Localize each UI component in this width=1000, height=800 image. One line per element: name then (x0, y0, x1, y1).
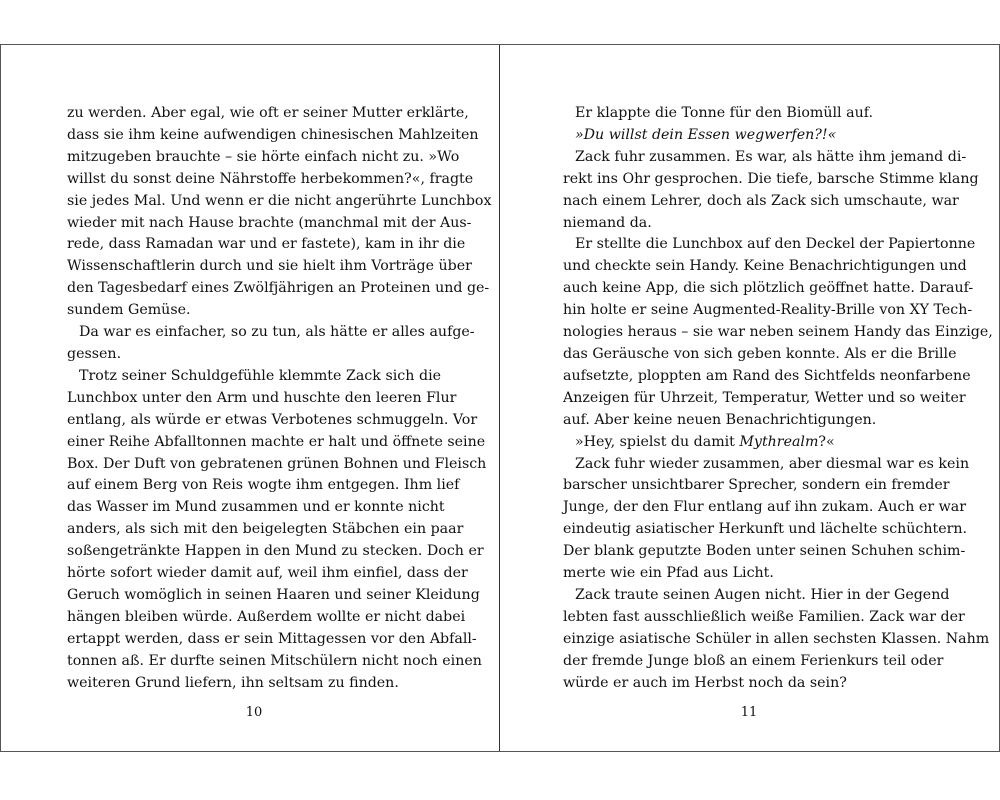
left-page (1, 45, 500, 751)
text-line: nach einem Lehrer, doch als Zack sich umschaute, war (563, 192, 959, 209)
text-line: der fremde Junge bloß an einem Ferienkurs teil oder (563, 652, 944, 669)
book-spread (0, 44, 1000, 752)
text-line: Da war es einfacher, so zu tun, als hätte er alles aufge- (79, 324, 475, 341)
text-line: Zack fuhr zusammen. Es war, als hätte ihm jemand di- (575, 148, 967, 165)
text-line: Box. Der Duft von gebratenen grünen Bohnen und Fleisch (67, 455, 487, 472)
text-line: einer Reihe Abfalltonnen machte er halt und öffnete seine (67, 433, 486, 450)
text-line: entlang, als würde er etwas Verbotenes schmuggeln. Vor (67, 411, 478, 428)
text-line: rede, dass Ramadan war und er fastete), kam in ihr die (67, 236, 466, 253)
text-line: barscher unsichtbarer Sprecher, sondern ein fremder (563, 477, 950, 494)
text-line: niemand da. (563, 214, 652, 231)
text-line: hin holte er seine Augmented-Reality-Brille von XY Tech- (563, 302, 973, 319)
text-line: nologies heraus – sie war neben seinem Handy das Einzige, (563, 324, 993, 341)
text-line: und checkte sein Handy. Keine Benachrichtigungen und (563, 258, 967, 275)
text-line: Lunchbox unter den Arm und huschte den leeren Flur (67, 389, 457, 406)
text-line: Anzeigen für Uhrzeit, Temperatur, Wetter und so weiter (563, 389, 966, 406)
text-line: Zack fuhr wieder zusammen, aber diesmal war es kein (575, 455, 970, 472)
text-line: lebten fast ausschließlich weiße Familien. Zack war der (563, 608, 965, 625)
text-line: Junge, der den Flur entlang auf ihn zukam. Auch er war (563, 499, 966, 516)
page-number: 11 (740, 705, 758, 720)
text-line: Zack traute seinen Augen nicht. Hier in der Gegend (575, 586, 950, 603)
text-line: Er klappte die Tonne für den Biomüll auf. (575, 105, 873, 121)
left-page-text (67, 103, 492, 694)
text-line: Trotz seiner Schuldgefühle klemmte Zack sich die (79, 367, 441, 384)
text-line: »Du willst dein Essen wegwerfen?!« (575, 126, 837, 143)
text-line: anders, als sich mit den beigelegten Stäbchen ein paar (67, 521, 464, 538)
text-line: mitzugeben brauchte – sie hörte einfach nicht zu. »Wo (67, 148, 460, 165)
text-line: auf. Aber keine neuen Benachrichtigungen. (563, 411, 877, 428)
text-line: das Wasser im Mund zusammen und er konnte nicht (67, 499, 445, 516)
right-page-text (563, 103, 993, 694)
text-line: ertappt werden, dass er sein Mittagessen vor den Abfall- (67, 630, 477, 647)
text-line: wieder mit nach Hause brachte (manchmal mit der Aus- (67, 214, 472, 231)
text-line: zu werden. Aber egal, wie oft er seiner Mutter erklärte, (67, 105, 469, 121)
text-line: dass sie ihm keine aufwendigen chinesischen Mahlzeiten (67, 126, 479, 143)
text-line: eindeutig asiatischer Herkunft und lächelte schüchtern. (563, 521, 968, 538)
text-line: sundem Gemüse. (67, 302, 191, 319)
text-line: gessen. (67, 345, 122, 362)
text-line: hängen bleiben würde. Außerdem wollte er nicht dabei (67, 608, 466, 625)
text-line: das Geräusche von sich geben konnte. Als er die Brille (563, 345, 957, 362)
game-title-mythrealm: Mythrealm (739, 433, 819, 450)
text-line: einzige asiatische Schüler in allen sechsten Klassen. Nahm (563, 630, 990, 647)
text-line: Der blank geputzte Boden unter seinen Schuhen schim- (563, 543, 966, 560)
text-line: Er stellte die Lunchbox auf den Deckel der Papiertonne (575, 236, 976, 253)
quote-text: »Hey, spielst du damit (575, 433, 740, 450)
text-line: willst du sonst deine Nährstoffe herbekommen?«, fragte (67, 170, 474, 187)
text-line: sie jedes Mal. Und wenn er die nicht angerührte Lunchbox (67, 192, 492, 209)
right-page (500, 45, 999, 751)
text-line: Wissenschaftlerin durch und sie hielt ihm Vorträge über (67, 258, 472, 275)
text-line: soßengetränkte Happen in den Mund zu stecken. Doch er (67, 543, 484, 560)
text-line: aufsetzte, ploppten am Rand des Sichtfelds neonfarbene (563, 367, 971, 384)
page-number: 10 (245, 705, 263, 720)
text-line: Geruch womöglich in seinen Haaren und seiner Kleidung (67, 586, 480, 603)
text-line: weiteren Grund liefern, ihn seltsam zu finden. (67, 674, 399, 691)
text-line: den Tagesbedarf eines Zwölfjährigen an Proteinen und ge- (67, 280, 490, 297)
text-line: würde er auch im Herbst noch da sein? (563, 674, 847, 691)
text-line (563, 432, 937, 454)
text-line: tonnen aß. Er durfte seinen Mitschülern nicht noch einen (67, 652, 482, 669)
text-line: merte wie ein Pfad aus Licht. (563, 565, 774, 582)
text-line: auch keine App, die sich plötzlich geöffnet hatte. Darauf- (563, 280, 974, 297)
text-line: hörte sofort wieder damit auf, weil ihm einfiel, dass der (67, 565, 468, 582)
quote-end: ?« (818, 433, 835, 450)
text-line: auf einem Berg von Reis wogte ihm entgegen. Ihm lief (67, 477, 460, 494)
text-line: rekt ins Ohr gesprochen. Die tiefe, barsche Stimme klang (563, 170, 979, 187)
